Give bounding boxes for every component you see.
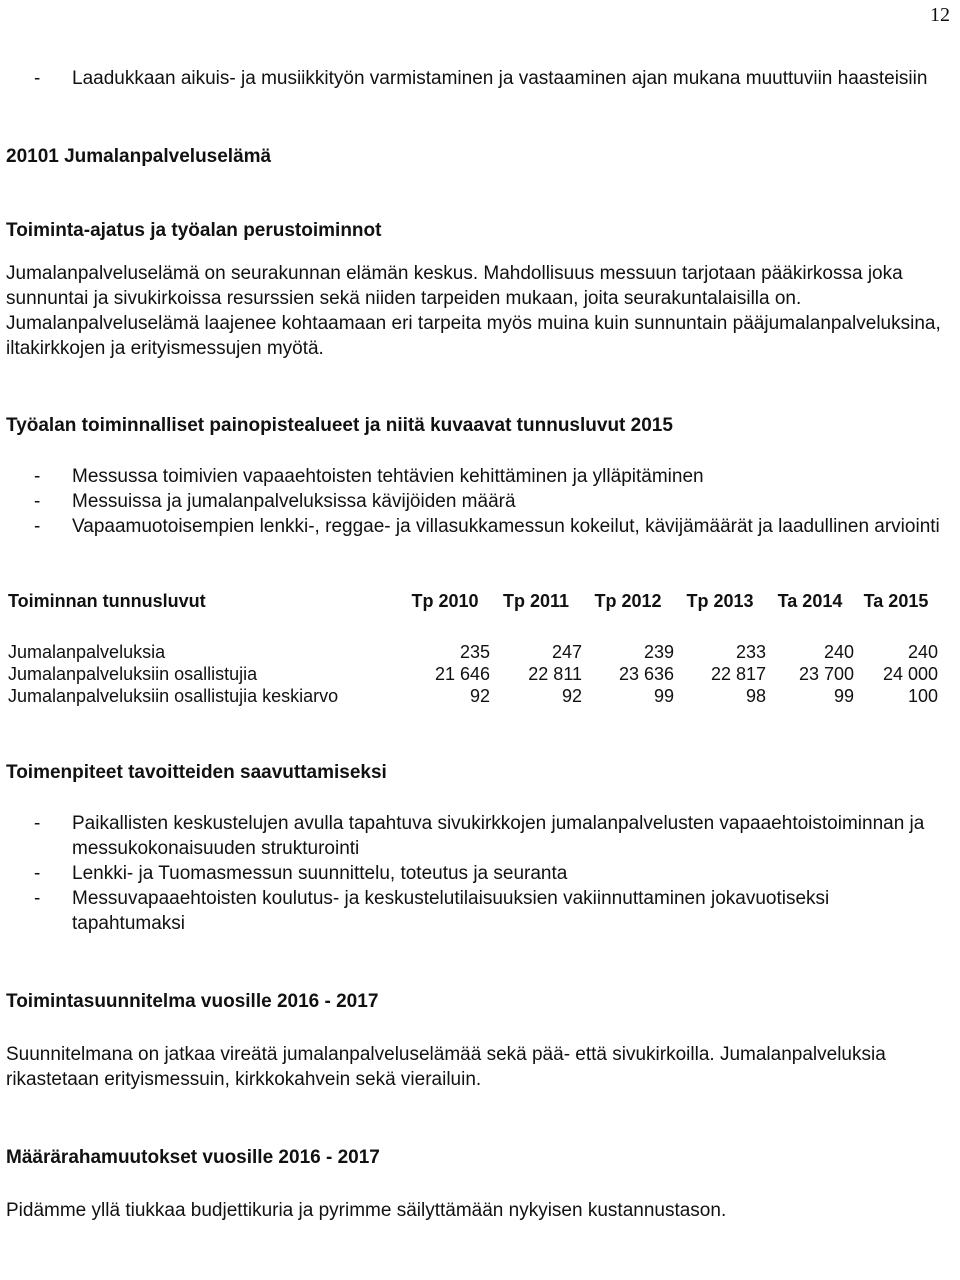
row-label: Jumalanpalveluksiin osallistujia keskiarvo [8,686,339,706]
cell-value: 92 [561,686,582,706]
table-spacer [8,613,938,641]
cell-value: 21 646 [434,664,490,684]
table-row [8,663,938,685]
cell-value: 235 [459,642,490,662]
metrics-table [8,589,938,707]
header-ta-2015: Ta 2015 [863,591,929,611]
budget-paragraph: Pidämme yllä tiukkaa budjettikuria ja pyrimme säilyttämään nykyisen kustannustason. [6,1200,727,1221]
cell-value: 23 636 [618,664,674,684]
focus-list-item: - Vapaamuotoisempien lenkki-, reggae- ja villasukkamessun kokeilut, kävijämäärät ja laadullinen arviointi [6,514,946,539]
idea-paragraph: Jumalanpalveluselämä on seurakunnan elämän keskus. Mahdollisuus messuun tarjotaan pääkirkossa joka sunnuntai ja sivukirkoissa resurssien sekä niiden tarpeiden mukaan, joita seurakuntalaisilla on. Jumalanpalveluselämä laajenee kohtaamaan eri tarpeita myös muina kuin sunnuntain pääjumalanpalveluksina, iltakirkkojen ja erityismessujen myötä. [6,263,941,359]
budget-heading: Määrärahamuutokset vuosille 2016 - 2017 [6,1147,380,1168]
cell-value: 240 [823,642,854,662]
plan-paragraph: Suunnitelmana on jatkaa vireätä jumalanpalveluselämää sekä pää- että sivukirkoilla. Jumalanpalveluksia rikastetaan erityismessuin, kirkkokahvein sekä vierailuin. [6,1044,886,1090]
row-label: Jumalanpalveluksiin osallistujia [8,664,258,684]
cell-value: 247 [551,642,582,662]
header-tp-2011: Tp 2011 [502,591,570,611]
idea-heading: Toiminta-ajatus ja työalan perustoiminnot [6,220,382,241]
cell-value: 98 [745,686,766,706]
cell-value: 239 [643,642,674,662]
measures-list [6,811,946,936]
header-tp-2012: Tp 2012 [594,591,662,611]
focus-list [6,464,946,539]
document-body [6,66,946,1223]
focus-list-item: - Messuissa ja jumalanpalveluksissa kävijöiden määrä [6,489,946,514]
cell-value: 99 [833,686,854,706]
cell-value: 92 [469,686,490,706]
header-ta-2014: Ta 2014 [777,591,843,611]
focus-list-item: - Messussa toimivien vapaaehtoisten tehtävien kehittäminen ja ylläpitäminen [6,464,946,489]
metrics-header-row [8,589,938,613]
cell-value: 233 [735,642,766,662]
cell-value: 99 [653,686,674,706]
table-row [8,685,938,707]
cell-value: 100 [907,686,938,706]
cell-value: 24 000 [882,664,938,684]
page-number: 12 [930,4,950,26]
measures-heading: Toimenpiteet tavoitteiden saavuttamiseksi [6,762,387,783]
measures-list-item: - Paikallisten keskustelujen avulla tapahtuva sivukirkkojen jumalanpalvelusten vapaaehtoistoiminnan ja messukokonaisuuden strukturointi [6,811,946,861]
cell-value: 22 811 [528,664,582,684]
intro-list-item: - Laadukkaan aikuis- ja musiikkityön varmistaminen ja vastaaminen ajan mukana muuttuviin haasteisiin [6,66,946,91]
table-row [8,641,938,663]
intro-list [6,66,946,91]
header-tp-2010: Tp 2010 [411,591,479,611]
section-title: 20101 Jumalanpalveluselämä [6,146,272,167]
plan-heading: Toimintasuunnitelma vuosille 2016 - 2017 [6,991,379,1012]
cell-value: 22 817 [710,664,766,684]
measures-list-item: - Lenkki- ja Tuomasmessun suunnittelu, toteutus ja seuranta [6,861,946,886]
focus-heading: Työalan toiminnalliset painopistealueet ja niitä kuvaavat tunnusluvut 2015 [6,415,673,436]
header-tp-2013: Tp 2013 [686,591,754,611]
cell-value: 240 [907,642,938,662]
row-label: Jumalanpalveluksia [8,642,166,662]
measures-list-item: - Messuvapaaehtoisten koulutus- ja keskustelutilaisuuksien vakiinnuttaminen jokavuotiseksi tapahtumaksi [6,886,946,936]
header-metric-name: Toiminnan tunnusluvut [8,591,206,611]
cell-value: 23 700 [798,664,854,684]
